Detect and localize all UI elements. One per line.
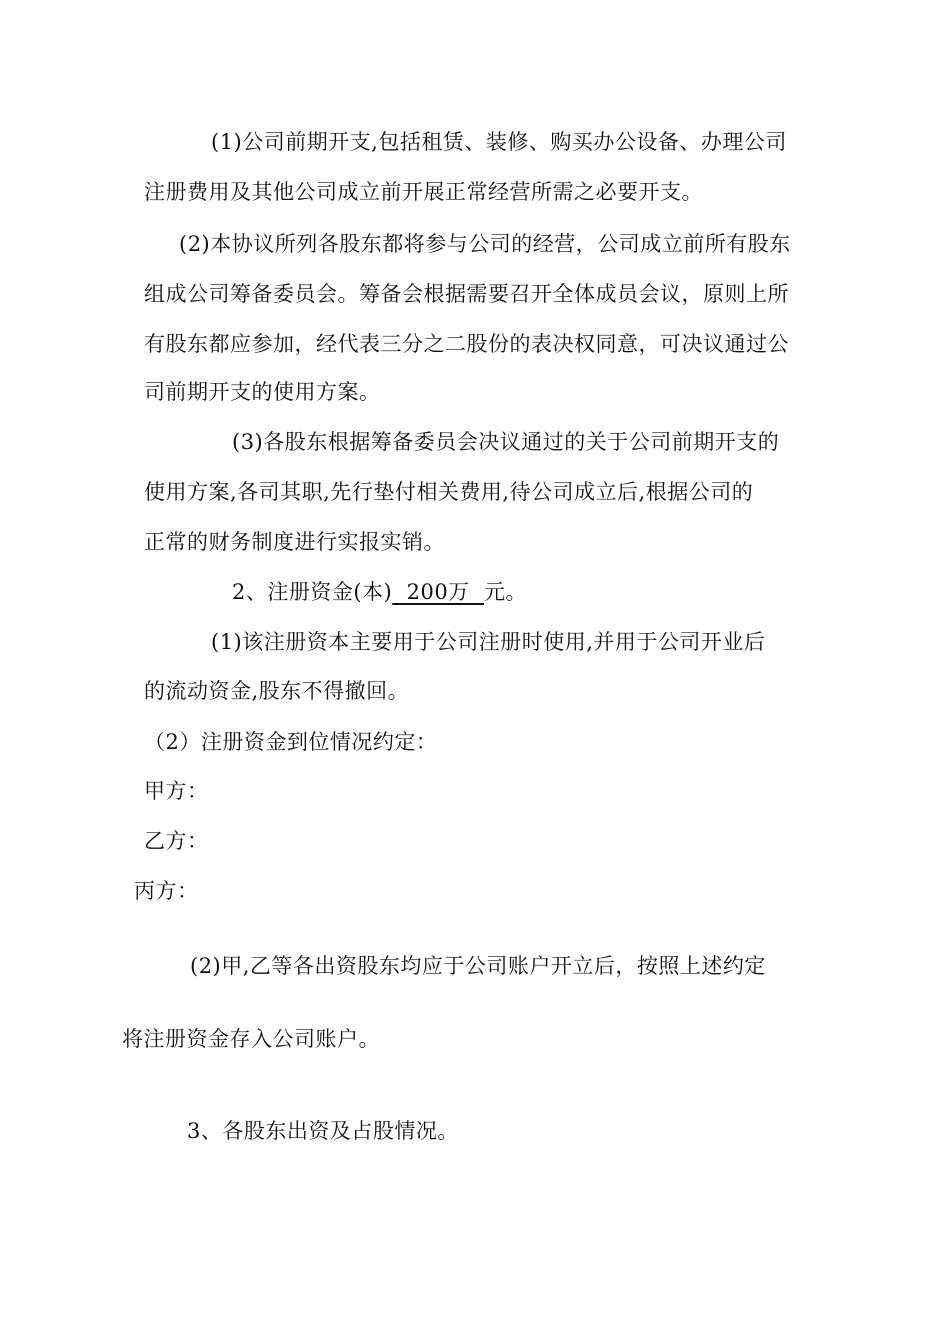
para5-heading: （2）注册资金到位情况约定：	[144, 730, 438, 754]
party-a-label: 甲方：	[144, 779, 209, 803]
para2-line4: 司前期开支的使用方案。	[144, 380, 381, 404]
party-c-label: 丙方：	[134, 879, 199, 903]
party-b-label: 乙方：	[144, 829, 209, 853]
section2-prefix: 2、注册资金(本)	[232, 580, 393, 604]
para3-line2: 使用方案,各司其职,先行垫付相关费用,待公司成立后,根据公司的	[144, 480, 754, 504]
section3-heading: 3、各股东出资及占股情况。	[187, 1119, 459, 1143]
para4-line2: 的流动资金,股东不得撤回。	[144, 679, 410, 703]
para2-line1: (2)本协议所列各股东都将参与公司的经营，公司成立前所有股东	[179, 232, 791, 256]
capital-amount: 200万	[392, 580, 485, 604]
para2-line2: 组成公司筹备委员会。筹备会根据需要召开全体成员会议，原则上所	[144, 282, 789, 306]
para6-line2: 将注册资金存入公司账户。	[122, 1027, 380, 1051]
para4-line1: (1)该注册资本主要用于公司注册时使用,并用于公司开业后	[211, 630, 766, 654]
para2-line3: 有股东都应参加，经代表三分之二股份的表决权同意，可决议通过公	[144, 332, 789, 356]
para1-line2: 注册费用及其他公司成立前开展正常经营所需之必要开支。	[144, 180, 703, 204]
section2-heading	[232, 578, 527, 606]
para1-line1: (1)公司前期开支,包括租赁、装修、购买办公设备、办理公司	[211, 130, 787, 154]
section2-suffix: 元。	[484, 580, 528, 604]
para3-line3: 正常的财务制度进行实报实销。	[144, 530, 445, 554]
para6-line1: (2)甲,乙等各出资股东均应于公司账户开立后，按照上述约定	[190, 954, 766, 978]
para3-line1: (3)各股东根据筹备委员会决议通过的关于公司前期开支的	[232, 430, 780, 454]
